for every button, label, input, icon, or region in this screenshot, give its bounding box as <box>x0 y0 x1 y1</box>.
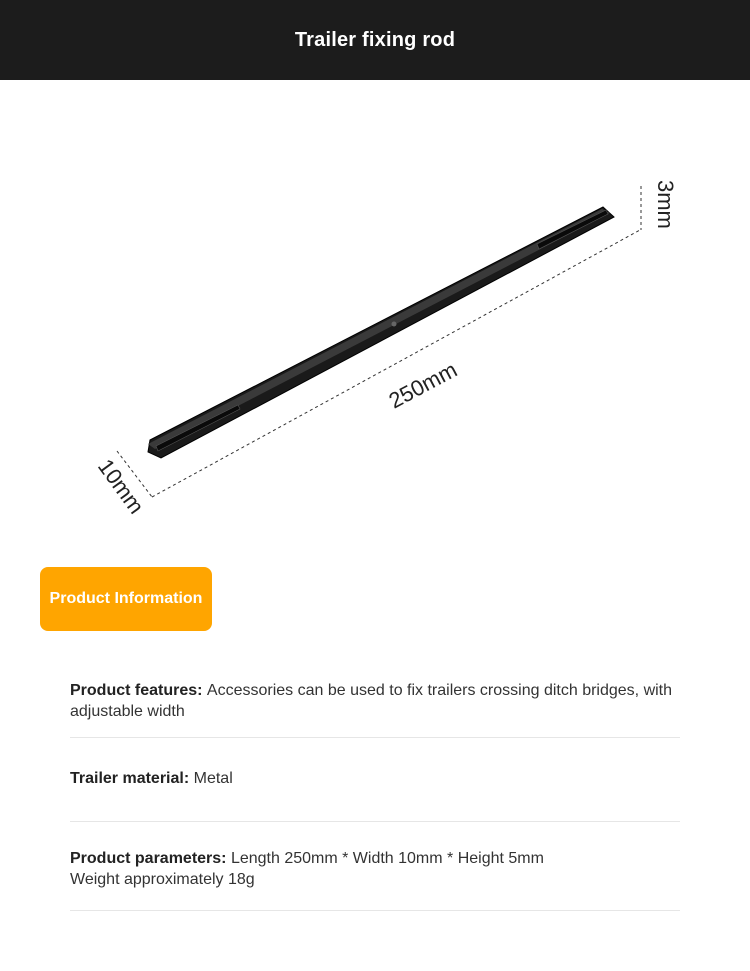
rod-illustration <box>148 207 614 458</box>
rod-slot-right <box>537 210 608 249</box>
product-image <box>0 80 750 550</box>
features-value: Accessories can be used to fix trailers crossing ditch bridges, with adjustable width <box>70 682 673 720</box>
info-row-parameters <box>70 822 680 911</box>
parameters-weight: Weight approximately 18g <box>70 871 255 888</box>
parameters-label: Product parameters: <box>70 850 231 867</box>
material-label: Trailer material: <box>70 770 194 787</box>
rod-center-hole <box>392 322 397 327</box>
info-row-material <box>70 738 680 822</box>
product-information-label: Product Information <box>49 590 203 607</box>
features-label: Product features: <box>70 682 207 699</box>
material-value: Metal <box>193 770 233 787</box>
product-information-badge <box>40 567 212 631</box>
length-dimension-line <box>152 230 640 497</box>
page-title: Trailer fixing rod <box>294 28 456 51</box>
parameters-value: Length 250mm * Width 10mm * Height 5mm <box>230 850 544 867</box>
height-dimension-label: 3mm <box>653 180 678 229</box>
length-dimension-label: 250mm <box>384 356 462 414</box>
page-header <box>0 0 750 80</box>
width-dimension-label: 10mm <box>92 454 150 519</box>
info-row-features <box>70 670 680 738</box>
product-info-list <box>70 670 680 911</box>
rod-slot-left <box>156 405 240 451</box>
